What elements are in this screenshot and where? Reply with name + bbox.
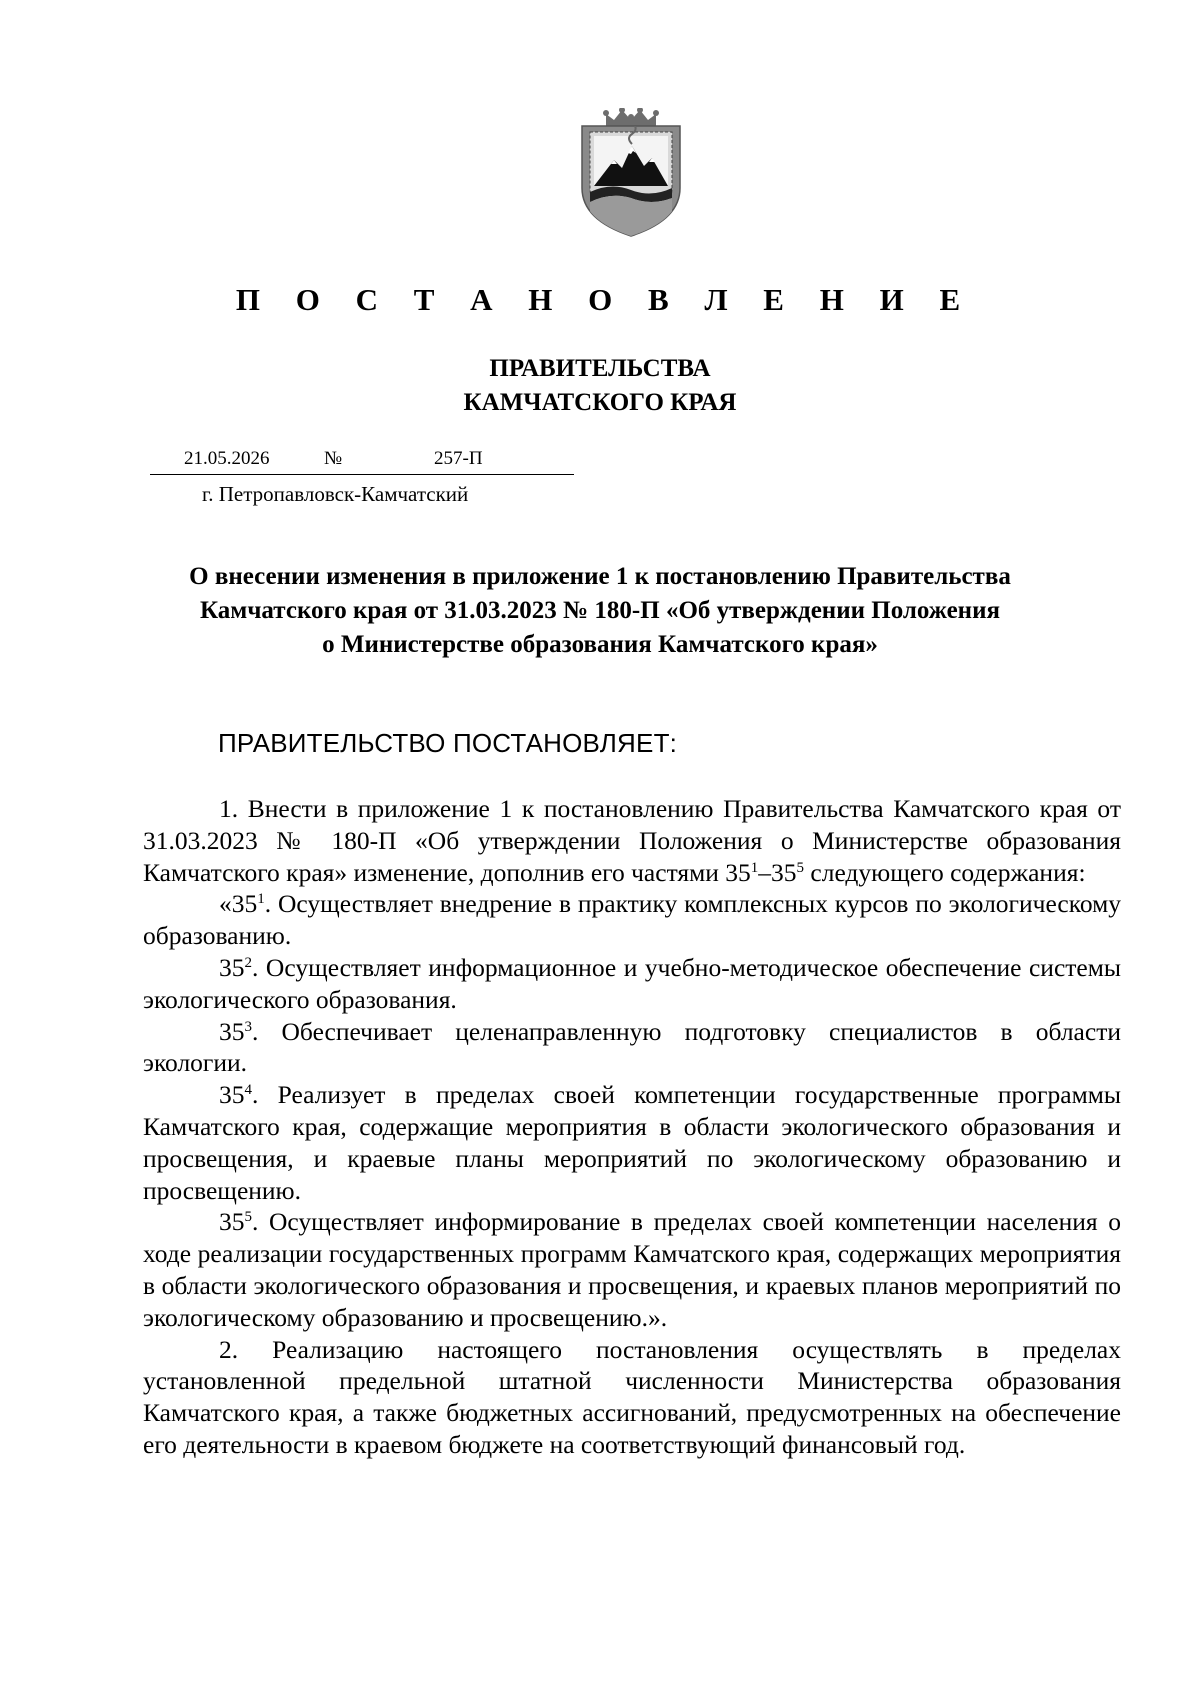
authority-line-2: КАМЧАТСКОГО КРАЯ xyxy=(463,389,737,416)
number-sign: № xyxy=(324,448,343,469)
paragraph-35-4: $35^4$. Реализует в пределах своей компетенции государственные программы Камчатского края, содержащие мероприятия в области экологического образования и просвещения, и краевые планы мероприятий по экологическому образованию и просвещению. xyxy=(143,1080,1121,1205)
subject-line-1: О внесении изменения в приложение 1 к постановлению Правительства xyxy=(189,563,1011,590)
document-body xyxy=(143,793,1121,1461)
authority-line-1: ПРАВИТЕЛЬСТВА xyxy=(489,355,711,382)
subject-line-2: Камчатского края от 31.03.2023 № 180-П «Об утверждении Положения xyxy=(200,597,1000,624)
paragraph-1: 1. Внести в приложение 1 к постановлению Правительства Камчатского края от 31.03.2023 № 180-П «Об утверждении Положения о Министерстве образования Камчатского края» изменение, дополнив его частями $35^1-35^5$ следующего содержания: xyxy=(143,794,1121,887)
paragraph-35-3: $35^3$. Обеспечивает целенаправленную подготовку специалистов в области экологии. xyxy=(143,1016,1121,1078)
issue-city: г. Петропавловск-Камчатский xyxy=(202,482,469,506)
paragraph-35-2: $35^2$. Осуществляет информационное и учебно-методическое обеспечение системы экологического образования. xyxy=(143,952,1121,1014)
paragraph-35-1: «$35^1$. Осуществляет внедрение в практику комплексных курсов по экологическому образованию. xyxy=(143,889,1121,951)
kamchatka-coat-of-arms-icon xyxy=(576,108,686,240)
document-type-heading: П О С Т А Н О В Л Е Н И Е xyxy=(235,282,975,317)
registration-line xyxy=(150,446,574,475)
document-date: 21.05.2026 xyxy=(184,448,270,469)
issuing-authority xyxy=(0,352,1200,420)
document-subject xyxy=(60,560,1140,662)
paragraph-35-5: $35^5$. Осуществляет информирование в пределах своей компетенции населения о ходе реализации государственных программ Камчатского края, содержащих мероприятия в области экологического образования и просвещения, и краевых планов мероприятий по экологическому образованию и просвещению.». xyxy=(143,1207,1121,1332)
paragraph-2: 2. Реализацию настоящего постановления осуществлять в пределах установленной предельной штатной численности Министерства образования Камчатского края, а также бюджетных ассигнований, предусмотренных на обеспечение его деятельности в краевом бюджете на соответствующий финансовый год. xyxy=(143,1334,1121,1459)
document-number: 257-П xyxy=(434,448,483,469)
subject-line-3: о Министерстве образования Камчатского края» xyxy=(322,631,878,658)
preamble: ПРАВИТЕЛЬСТВО ПОСТАНОВЛЯЕТ: xyxy=(218,728,678,758)
